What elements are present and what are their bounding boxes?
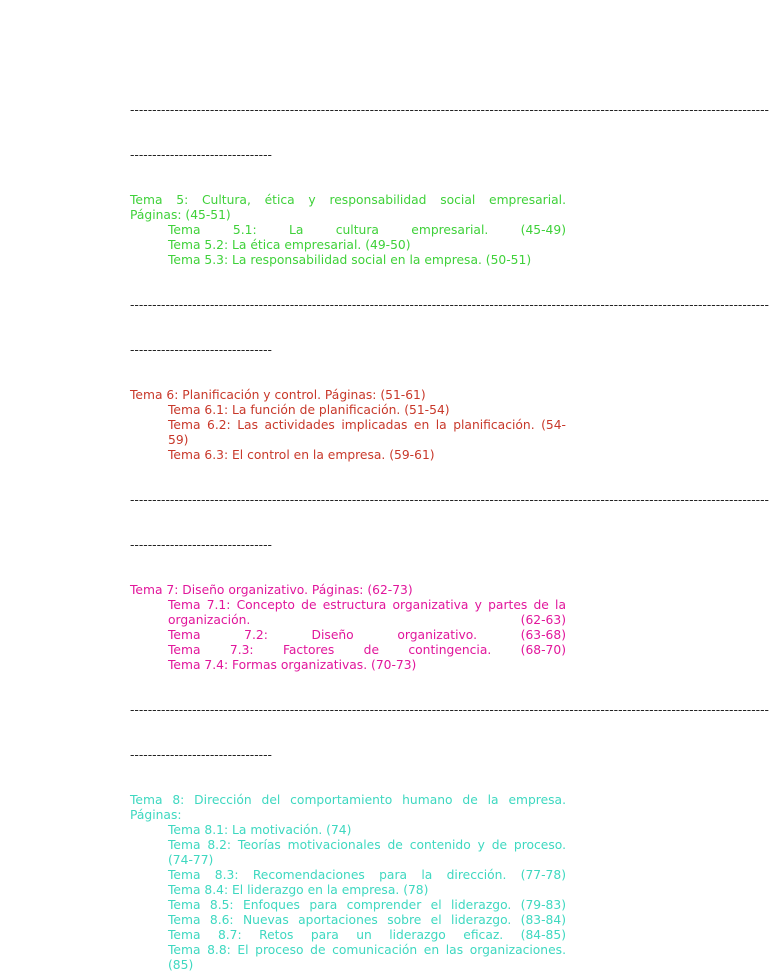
section-heading: Tema 7: Diseño organizativo. Páginas: (62-73)	[130, 583, 413, 597]
separator-tail: --------------------------------	[130, 343, 272, 357]
section-tema-8	[130, 793, 566, 973]
list-item: Tema 8.2: Teorías motivacionales de contenido y de proceso.	[168, 838, 566, 852]
subtopic-list	[168, 823, 566, 973]
list-item: Tema 8.1: La motivación. (74)	[168, 823, 352, 837]
subtopic-list	[168, 598, 566, 673]
list-item: Tema 8.6: Nuevas aportaciones sobre el liderazgo. (83-84)	[168, 913, 566, 927]
section-tema-7	[130, 583, 566, 673]
separator-line	[130, 463, 769, 583]
list-item-pages: (62-63)	[520, 613, 566, 627]
list-item: Tema 6.2: Las actividades implicadas en la planificación. (54-	[168, 418, 566, 432]
separator-tail: --------------------------------	[130, 148, 272, 162]
list-item: Tema 8.3: Recomendaciones para la dirección. (77-78)	[168, 868, 566, 882]
section-heading: Tema 5: Cultura, ética y responsabilidad social empresarial.	[130, 193, 566, 207]
list-item: Tema 8.7: Retos para un liderazgo eficaz. (84-85)	[168, 928, 566, 942]
list-item: Tema 5.2: La ética empresarial. (49-50)	[168, 238, 411, 252]
separator-full: ------------------------------------------------------------------------------------------------------------------------------------------------	[130, 703, 769, 717]
list-item: Tema 8.8: El proceso de comunicación en las organizaciones.	[168, 943, 566, 957]
section-heading: Tema 6: Planificación y control. Páginas: (51-61)	[130, 388, 426, 402]
list-item-continuation: (74-77)	[168, 853, 214, 867]
list-item-continuation: (85)	[168, 958, 194, 972]
separator-full: ------------------------------------------------------------------------------------------------------------------------------------------------	[130, 298, 769, 312]
list-item: Tema 5.1: La cultura empresarial. (45-49)	[168, 223, 566, 237]
list-item: Tema 8.5: Enfoques para comprender el liderazgo. (79-83)	[168, 898, 566, 912]
list-item: Tema 6.1: La función de planificación. (51-54)	[168, 403, 450, 417]
separator-line	[130, 673, 769, 793]
list-item: Tema 7.1: Concepto de estructura organizativa y partes de la	[168, 598, 566, 612]
list-item: Tema 8.4: El liderazgo en la empresa. (78)	[168, 883, 429, 897]
separator-full: ------------------------------------------------------------------------------------------------------------------------------------------------	[130, 103, 769, 117]
list-item: Tema 7.2: Diseño organizativo. (63-68)	[168, 628, 566, 642]
list-item-continuation: 59)	[168, 433, 189, 447]
list-item: Tema 5.3: La responsabilidad social en la empresa. (50-51)	[168, 253, 532, 267]
list-item: Tema 7.4: Formas organizativas. (70-73)	[168, 658, 417, 672]
document-page	[130, 73, 769, 973]
list-item: Tema 7.3: Factores de contingencia. (68-70)	[168, 643, 566, 657]
section-heading-pages: Páginas:	[130, 808, 182, 822]
separator-tail: --------------------------------	[130, 748, 272, 762]
section-heading-pages: Páginas: (45-51)	[130, 208, 231, 222]
subtopic-list	[168, 223, 566, 268]
section-tema-6	[130, 388, 566, 463]
separator-full: ------------------------------------------------------------------------------------------------------------------------------------------------	[130, 493, 769, 507]
separator-tail: --------------------------------	[130, 538, 272, 552]
section-tema-5	[130, 193, 566, 268]
separator-line	[130, 268, 769, 388]
list-item: Tema 6.3: El control en la empresa. (59-61)	[168, 448, 435, 462]
list-item-continuation	[168, 613, 566, 628]
separator-line	[130, 73, 769, 193]
list-item-text: organización.	[168, 613, 251, 627]
subtopic-list	[168, 403, 566, 463]
section-heading: Tema 8: Dirección del comportamiento humano de la empresa.	[130, 793, 566, 807]
